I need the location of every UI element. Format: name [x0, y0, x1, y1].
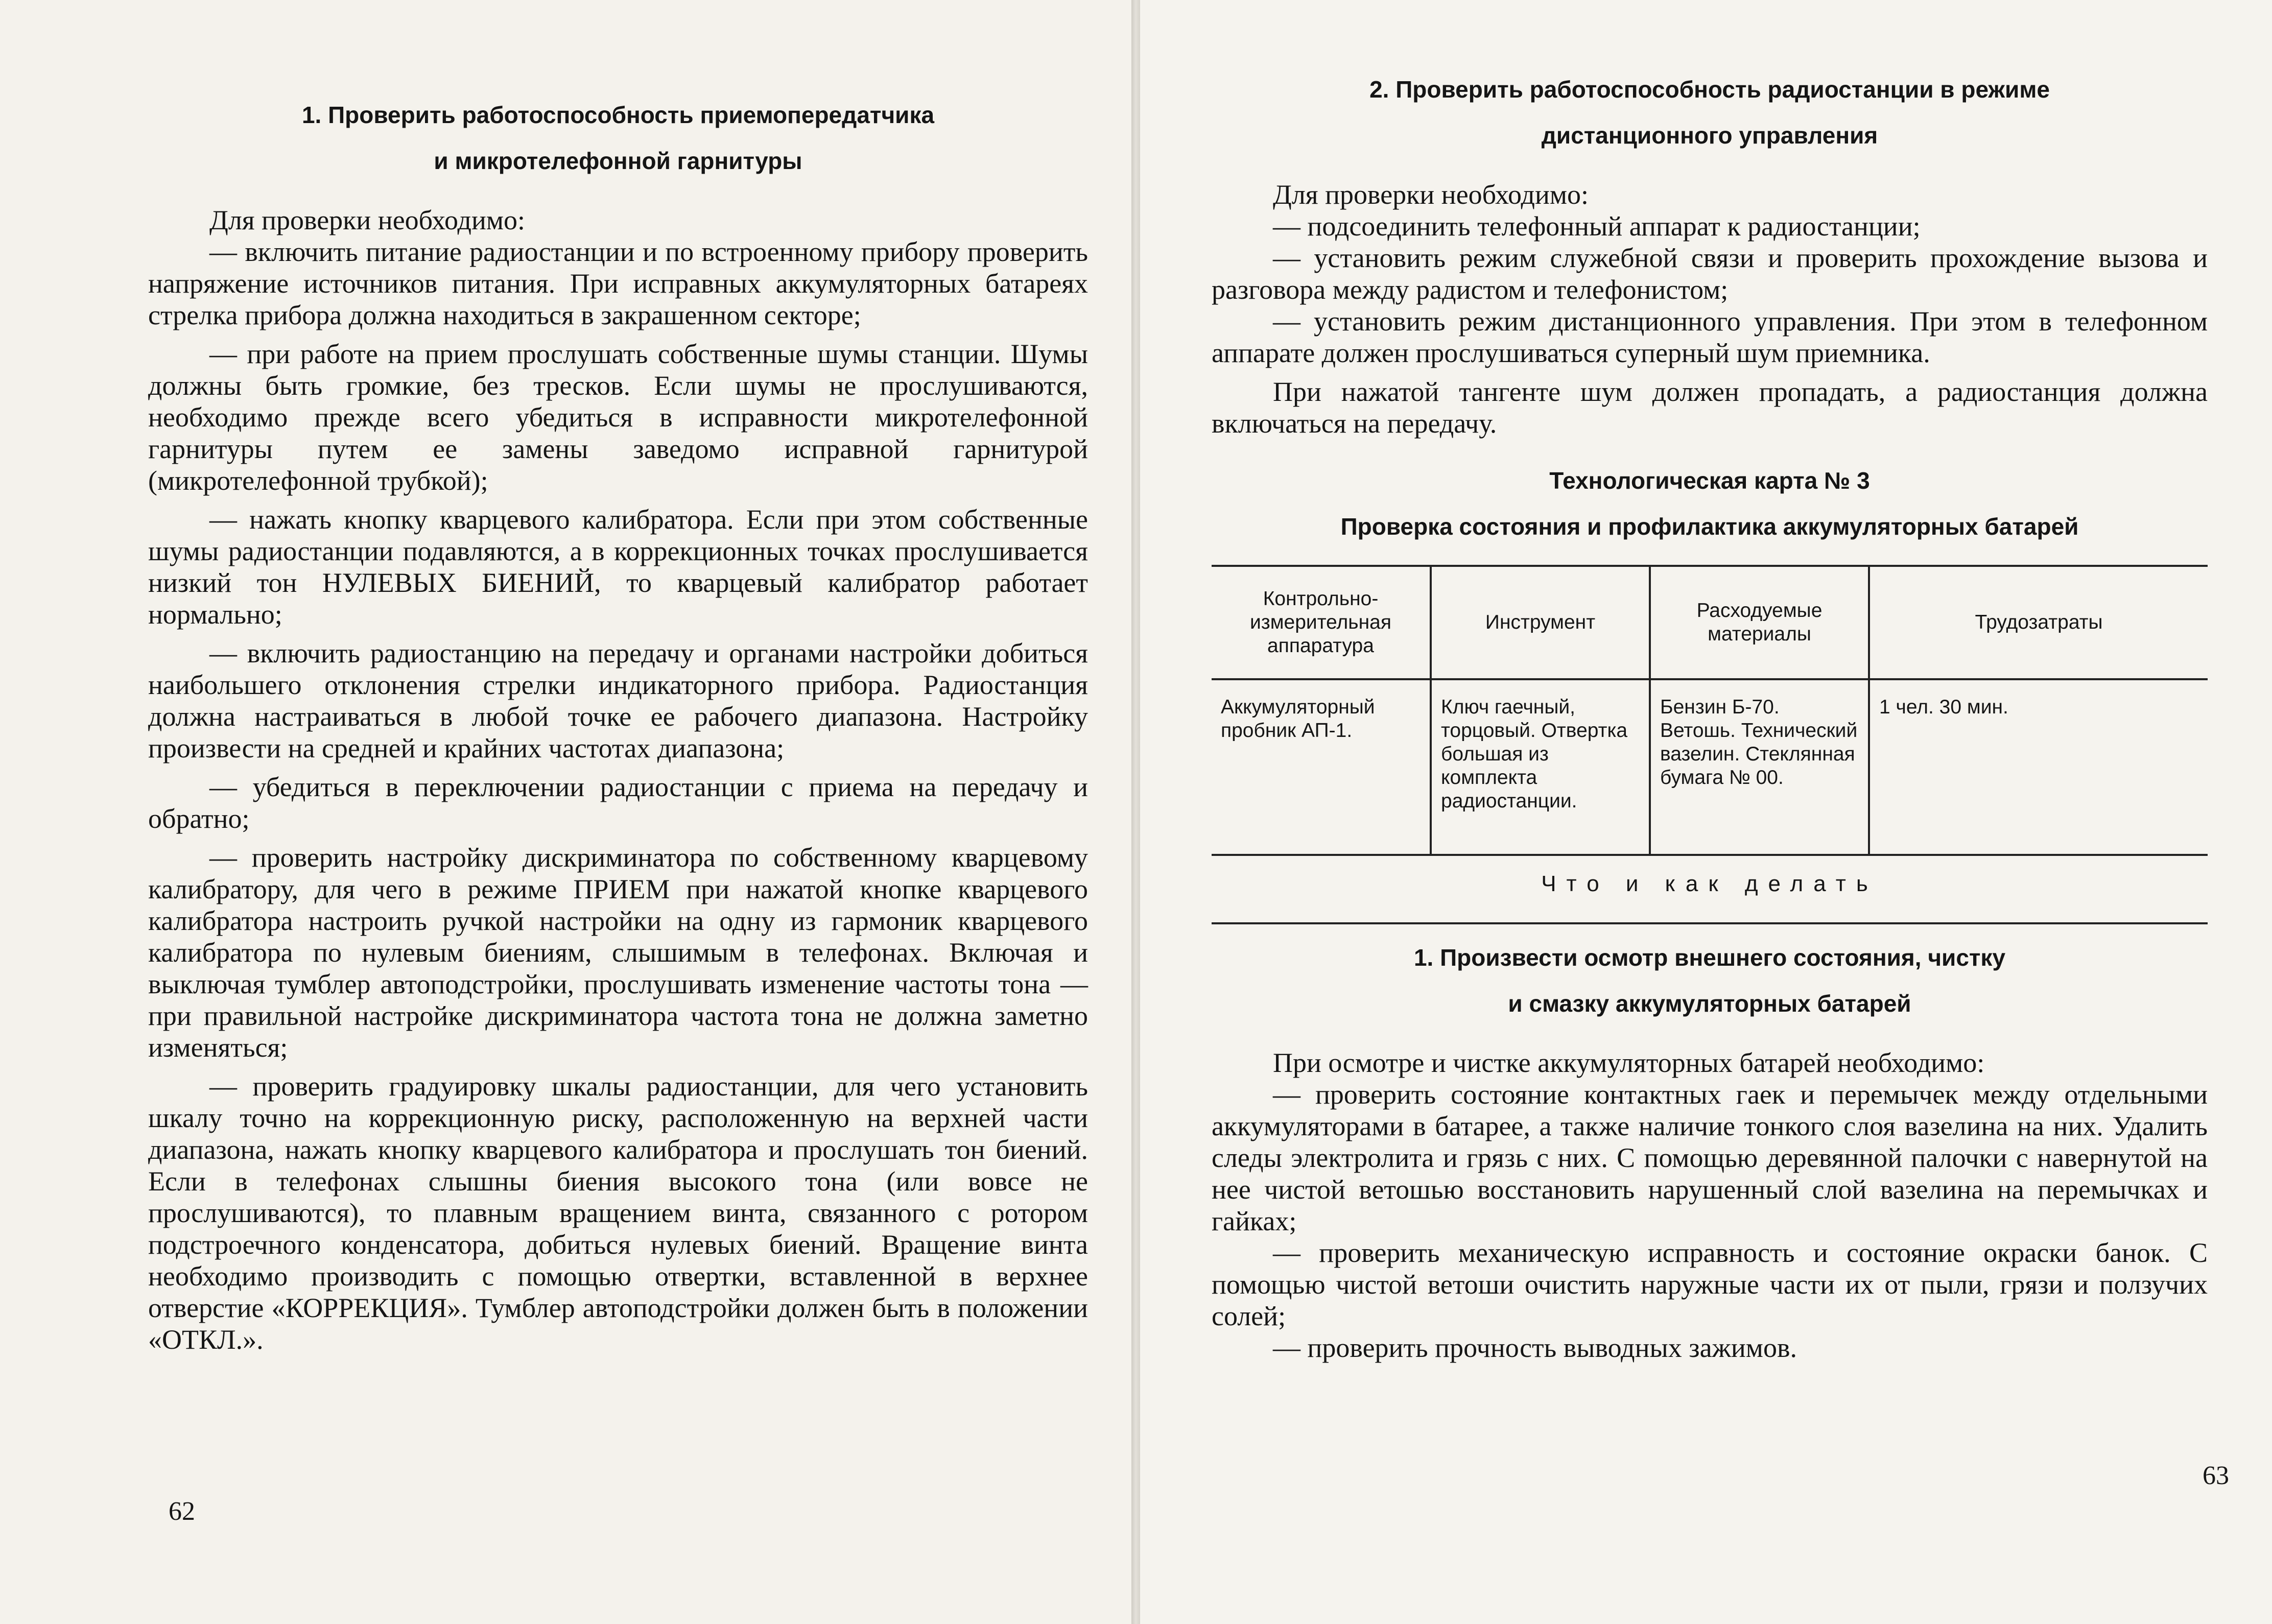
resources-table — [1212, 565, 2208, 856]
book-gutter — [1131, 0, 1140, 1624]
right-paragraph: — проверить механическую исправность и состояние окраски банок. С помощью чистой ветоши очистить наружные части их от пыли, грязи и ползучих солей; — [1212, 1237, 2208, 1331]
table-cell: Ключ гаечный, торцовый. Отвертка большая из комплекта радиостанции. — [1431, 679, 1650, 855]
left-paragraph: — проверить градуировку шкалы радиостанции, для чего установить шкалу точно на коррекционную риску, расположенную на верхней части диапазона, нажать кнопку кварцевого калибратора и прослушать тон биений. Если в телефонах слышны биения высокого тона (или вовсе не прослушиваются), то плавным вращением винта, связанного с ротором подстроечного конденсатора, добиться нулевых биений. Вращение винта необходимо производить с помощью отвертки, вставленной в верхнее отверстие «КОРРЕКЦИЯ». Тумблер автоподстройки должен быть в положении «ОТКЛ.». — [148, 1071, 1088, 1355]
right-page-content — [1212, 66, 2208, 1364]
table-cell: Аккумуляторный пробник АП-1. — [1212, 679, 1431, 855]
left-paragraph: — убедиться в переключении радиостанции с приема на передачу и обратно; — [148, 772, 1088, 834]
tech-card-subtitle: Проверка состояния и профилактика аккумуляторных батарей — [1340, 513, 2079, 540]
right-paragraph: — установить режим дистанционного управления. При этом в телефонном аппарате должен прослушиваться суперный шум приемника. — [1212, 306, 2208, 368]
right-paragraph: При осмотре и чистке аккумуляторных батарей необходимо: — [1273, 1047, 1985, 1078]
section-heading-line2: и смазку аккумуляторных батарей — [1508, 990, 1911, 1017]
left-page — [0, 0, 1131, 1624]
right-paragraph: — проверить прочность выводных зажимов. — [1273, 1332, 1797, 1363]
right-paragraph: Для проверки необходимо: — [1273, 179, 1589, 210]
table-row — [1212, 679, 2208, 855]
left-heading-line1: 1. Проверить работоспособность приемопередатчика — [301, 102, 935, 128]
left-page-content — [148, 92, 1088, 1355]
table-cell: Бензин Б-70. Ветошь. Технический вазелин. Стеклянная бумага № 00. — [1650, 679, 1869, 855]
right-paragraph: При нажатой тангенте шум должен пропадать, а радиостанция должна включаться на передачу. — [1212, 376, 2208, 439]
right-paragraph: — установить режим служебной связи и проверить прохождение вызова и разговора между радистом и телефонистом; — [1212, 243, 2208, 305]
table-header: Трудозатраты — [1869, 566, 2208, 679]
table-header: Контрольно-измерительная аппаратура — [1212, 566, 1431, 679]
left-heading-line2: и микротелефонной гарнитуры — [434, 148, 802, 174]
section-heading-line1: 1. Произвести осмотр внешнего состояния, чистку — [1413, 944, 2006, 971]
page-number-right: 63 — [2203, 1461, 2229, 1490]
table-header: Расходуемые материалы — [1650, 566, 1869, 679]
right-paragraph: — проверить состояние контактных гаек и перемычек между отдельными аккумуляторами в батарее, а также наличие тонкого слоя вазелина на них. Удалить следы электролита и грязь с них. С помощью деревянной палочки с навернутой на нее чистой ветошью восстановить нарушенный слой вазелина на перемычках и гайках; — [1212, 1079, 2208, 1236]
left-paragraph: — при работе на прием прослушать собственные шумы станции. Шумы должны быть громкие, без тресков. Если шумы не прослушиваются, необходимо прежде всего убедиться в исправности микротелефонной гарнитуры путем ее замены заведомо исправной гарнитурой (микротелефонной трубкой); — [148, 339, 1088, 496]
left-paragraph: — включить питание радиостанции и по встроенному прибору проверить напряжение источников питания. При исправных аккумуляторных батареях стрелка прибора должна находиться в закрашенном секторе; — [148, 236, 1088, 330]
right-heading-line2: дистанционного управления — [1541, 122, 1878, 149]
table-cell: 1 чел. 30 мин. — [1869, 679, 2208, 855]
left-paragraph: Для проверки необходимо: — [209, 205, 526, 235]
left-paragraph: — нажать кнопку кварцевого калибратора. Если при этом собственные шумы радиостанции подавляются, а в коррекционных точках прослушивается низкий тон НУЛЕВЫХ БИЕНИЙ, то кварцевый калибратор работает нормально; — [148, 504, 1088, 630]
right-page — [1140, 0, 2272, 1624]
subsection-heading: Что и как делать — [1212, 871, 2208, 924]
tech-card-title: Технологическая карта № 3 — [1549, 467, 1870, 494]
right-paragraph: — подсоединить телефонный аппарат к радиостанции; — [1273, 211, 1921, 242]
page-number-left: 62 — [169, 1497, 195, 1526]
table-header-row — [1212, 566, 2208, 679]
left-paragraph: — проверить настройку дискриминатора по собственному кварцевому калибратору, для чего в режиме ПРИЕМ при нажатой кнопке кварцевого калибратора настроить ручкой настройки на одну из гармоник кварцевого калибратора по нулевым биениям, слышимым в телефонах. Включая и выключая тумблер автоподстройки, прослушивать изменение частоты тона — при правильной настройке дискриминатора частота тона не должна заметно изменяться; — [148, 842, 1088, 1063]
left-paragraph: — включить радиостанцию на передачу и органами настройки добиться наибольшего отклонения стрелки индикаторного прибора. Радиостанция должна настраиваться в любой точке ее рабочего диапазона. Настройку произвести на средней и крайних частотах диапазона; — [148, 638, 1088, 763]
right-heading-line1: 2. Проверить работоспособность радиостанции в режиме — [1369, 76, 2050, 103]
table-header: Инструмент — [1431, 566, 1650, 679]
